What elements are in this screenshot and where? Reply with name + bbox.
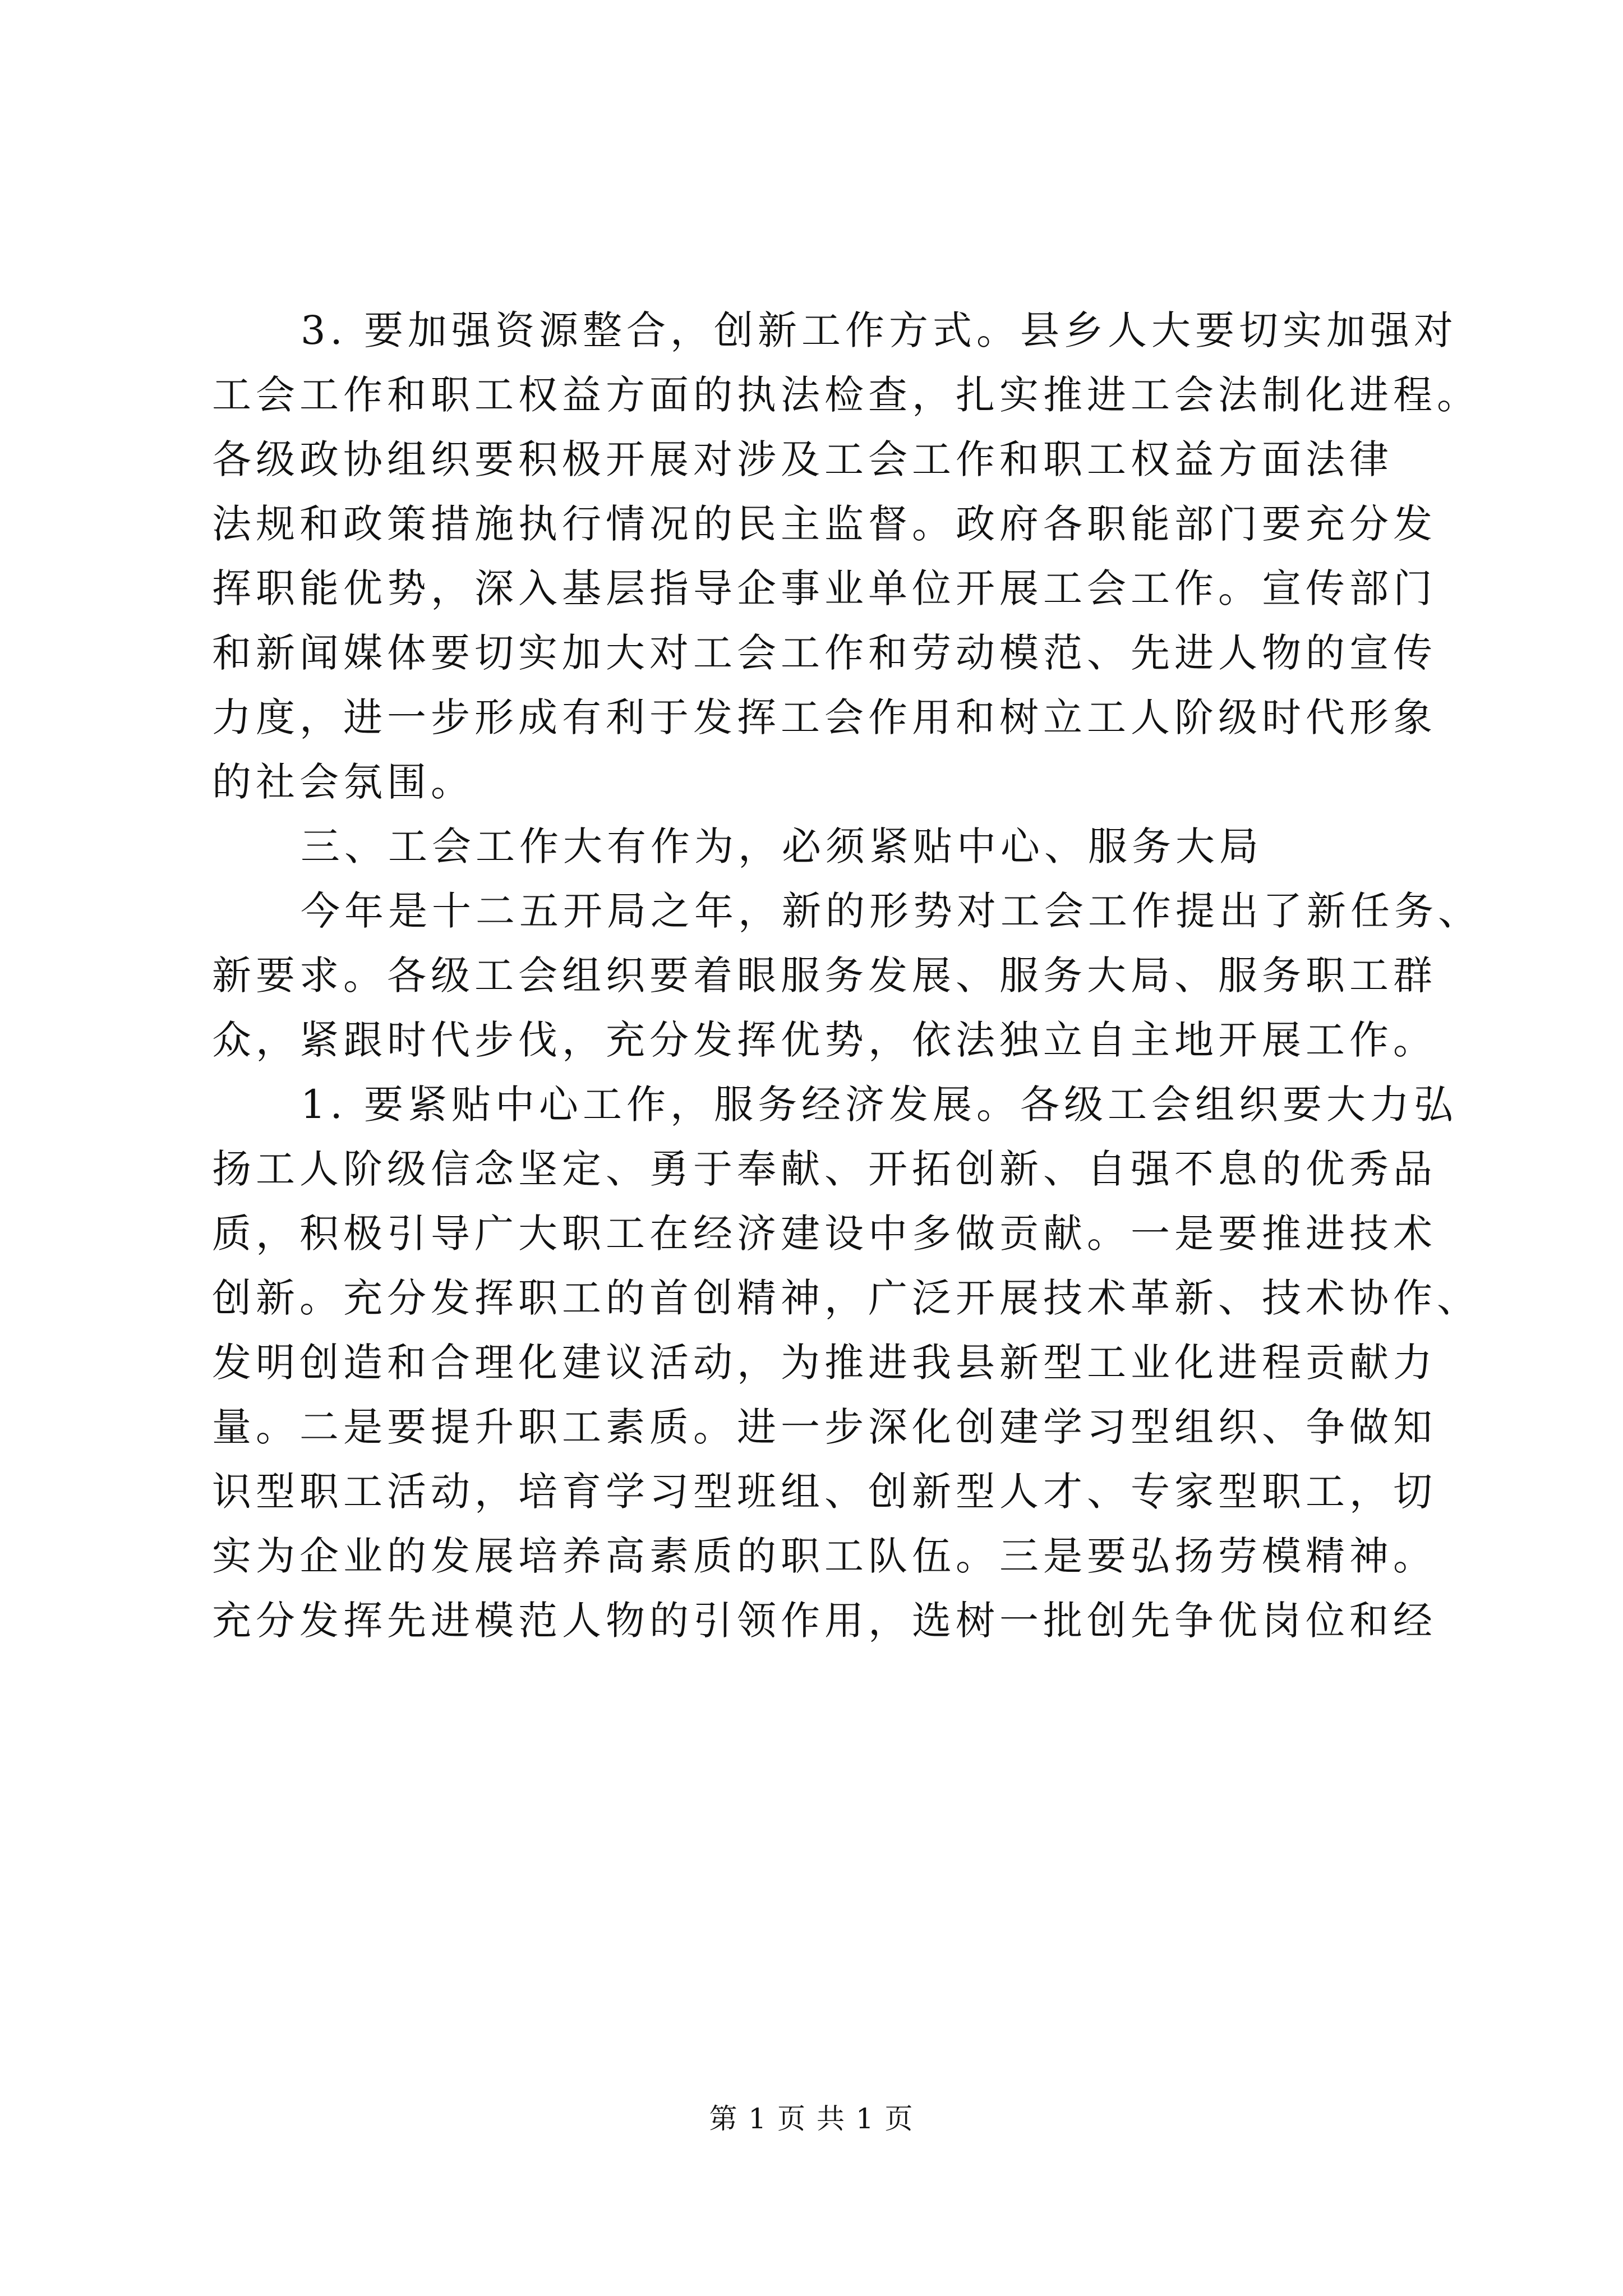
text-line: 众，紧跟时代步伐，充分发挥优势，依法独立自主地开展工作。 (212, 1017, 1437, 1063)
text-line: 创新。充分发挥职工的首创精神，广泛开展技术革新、技术协作、 (212, 1275, 1481, 1321)
text-line: 扬工人阶级信念坚定、勇于奉献、开拓创新、自强不息的优秀品 (212, 1146, 1437, 1192)
document-body (212, 298, 1482, 1653)
text-line: 实为企业的发展培养高素质的职工队伍。三是要弘扬劳模精神。 (212, 1533, 1437, 1579)
page-footer (0, 2099, 1623, 2138)
text-line: 1. 要紧贴中心工作，服务经济发展。各级工会组织要大力弘 (301, 1082, 1458, 1128)
text-line: 力度，进一步形成有利于发挥工会作用和树立工人阶级时代形象 (212, 694, 1437, 740)
text-line: 的社会氛围。 (212, 759, 474, 805)
text-line: 今年是十二五开局之年，新的形势对工会工作提出了新任务、 (301, 888, 1482, 934)
text-line: 识型职工活动，培育学习型班组、创新型人才、专家型职工，切 (212, 1469, 1437, 1515)
text-line: 和新闻媒体要切实加大对工会工作和劳动模范、先进人物的宣传 (212, 630, 1437, 676)
section-heading: 三、工会工作大有作为，必须紧贴中心、服务大局 (301, 823, 1263, 869)
page-number-label: 第 1 页 共 1 页 (709, 2102, 914, 2135)
text-line: 质，积极引导广大职工在经济建设中多做贡献。一是要推进技术 (212, 1211, 1437, 1257)
text-line: 量。二是要提升职工素质。进一步深化创建学习型组织、争做知 (212, 1404, 1437, 1450)
text-line: 新要求。各级工会组织要着眼服务发展、服务大局、服务职工群 (212, 953, 1437, 999)
text-line: 挥职能优势，深入基层指导企事业单位开展工会工作。宣传部门 (212, 565, 1437, 611)
text-line: 3. 要加强资源整合，创新工作方式。县乡人大要切实加强对 (301, 307, 1458, 353)
text-line: 工会工作和职工权益方面的执法检查，扎实推进工会法制化进程。 (212, 372, 1481, 418)
text-line: 各级政协组织要积极开展对涉及工会工作和职工权益方面法律 (212, 436, 1393, 482)
text-line: 发明创造和合理化建议活动，为推进我县新型工业化进程贡献力 (212, 1340, 1437, 1386)
text-line: 法规和政策措施执行情况的民主监督。政府各职能部门要充分发 (212, 501, 1437, 547)
text-line: 充分发挥先进模范人物的引领作用，选树一批创先争优岗位和经 (212, 1598, 1437, 1644)
